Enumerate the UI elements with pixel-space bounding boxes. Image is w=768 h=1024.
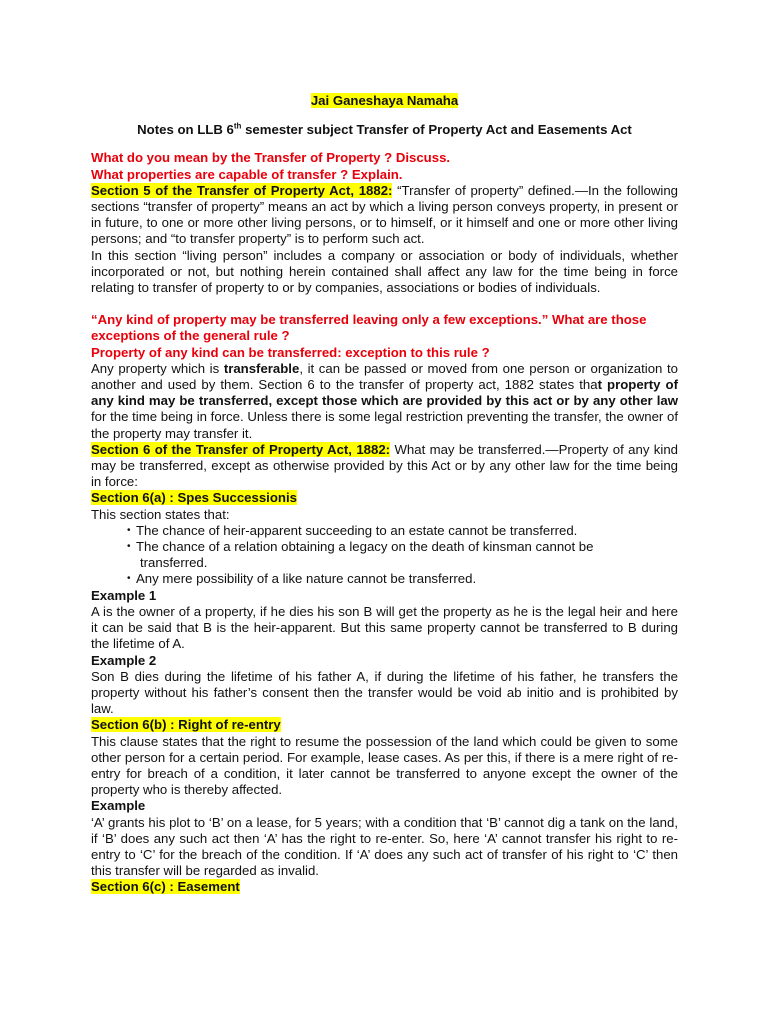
section-6a-intro: This section states that: (91, 506, 230, 522)
section-6b-text: This clause states that the right to resume the possession of the land which could be given to some other person for a certain period. For example, lease cases. As per this, if there is a mere right of re-entry for breach of a condition, it later cannot be transferred to anyone except the owner of the property who is thereby affected. (91, 733, 678, 798)
section-5-label: Section 5 of the Transfer of Property Act, 1882: (91, 182, 393, 198)
section-6c-label: Section 6(c) : Easement (91, 879, 240, 895)
list-item (127, 539, 678, 571)
subtitle-pre: Notes on LLB 6 (137, 122, 234, 138)
subtitle-sup: th (233, 121, 242, 131)
intro-bold-rule: t property of any kind may be transferred, except those which are provided by this act or by any other law (91, 377, 678, 409)
list-item-text: The chance of a relation obtaining a legacy on the death of kinsman cannot be (136, 539, 594, 555)
document-body (91, 93, 678, 896)
bullet-icon: • (127, 541, 131, 553)
question-2: What properties are capable of transfer ? Explain. (91, 166, 403, 182)
example-1-text: A is the owner of a property, if he dies his son B will get the property as he is the legal heir and here it can be said that B is the heir-apparent. But this same property cannot be transferred to B during the lifetime of A. (91, 603, 678, 652)
bullet-icon: • (127, 524, 131, 536)
document-title (91, 93, 678, 109)
list-item-text: Any mere possibility of a like nature cannot be transferred. (136, 571, 477, 587)
example-3-heading: Example (91, 798, 146, 814)
intro-text-a: Any property which is (91, 360, 224, 376)
section-6a-label: Section 6(a) : Spes Successionis (91, 490, 297, 506)
example-1-heading: Example 1 (91, 587, 157, 603)
section-5-paragraph (91, 183, 678, 248)
document-subtitle (91, 122, 678, 138)
bullet-icon: • (127, 573, 131, 585)
section-6-label: Section 6 of the Transfer of Property Act, 1882: (91, 441, 391, 457)
section-6a-heading (91, 490, 678, 506)
list-item (127, 571, 678, 587)
question-4: Property of any kind can be transferred: exception to this rule ? (91, 344, 490, 360)
section-6-text: What may be transferred.—Property of any kind may be transferred, except as otherwise provided by this Act or by any other law for the time being in force: (91, 441, 678, 490)
title-highlight: Jai Ganeshaya Namaha (310, 93, 459, 108)
section-6c-heading (91, 879, 678, 895)
section-5-paragraph-2: In this section “living person” includes a company or association or body of individuals, whether incorporated or not, but nothing herein contained shall affect any law for the time being in force relating to transfer of property to or by companies, associations or bodies of individuals. (91, 247, 678, 296)
section-6b-label: Section 6(b) : Right of re-entry (91, 717, 281, 733)
list-item-text: The chance of heir-apparent succeeding to an estate cannot be transferred. (136, 522, 578, 538)
intro-text-c: , it can be passed or moved from one person or organization to another and used by them. Section 6 to the transfer of property act, 1882 states tha (91, 360, 678, 393)
intro-paragraph (91, 361, 678, 442)
example-2-heading: Example 2 (91, 652, 157, 668)
section-5-text: “Transfer of property” defined.—In the following sections “transfer of property” means an act by which a living person conveys property, in present or in future, to one or more other living persons, or to himself, or it himself and one or more other living persons; and “to transfer property” is to perform such act. (91, 182, 678, 247)
example-3-text: ‘A’ grants his plot to ‘B’ on a lease, for 5 years; with a condition that ‘B’ cannot dig a tank on the land, if ‘B’ does any such act then ‘A’ has the right to re-enter. So, here ‘A’ cannot transfer his right to re-entry to ‘C’ for the breach of the condition. If ‘A’ does any such act of transfer of his right to ‘C’ then this transfer will be regarded as invalid. (91, 814, 678, 879)
question-1: What do you mean by the Transfer of Property ? Discuss. (91, 150, 451, 166)
list-item-text-continued: transferred. (140, 555, 208, 571)
question-3: “Any kind of property may be transferred leaving only a few exceptions.” What are those exceptions of the general rule ? (91, 312, 647, 344)
example-2-text: Son B dies during the lifetime of his father A, if during the lifetime of his father, he transfers the property without his father’s consent then the transfer would be void ab initio and is prohibited by law. (91, 668, 678, 717)
spes-successionis-list (91, 523, 678, 588)
section-6b-heading (91, 717, 678, 733)
section-6-paragraph (91, 442, 678, 491)
intro-transferable: transferable (223, 360, 300, 376)
subtitle-post: semester subject Transfer of Property Act and Easements Act (241, 122, 632, 138)
intro-text-e: for the time being in force. Unless there is some legal restriction preventing the transfer, the owner of the property may transfer it. (91, 409, 678, 441)
list-item (127, 523, 678, 539)
